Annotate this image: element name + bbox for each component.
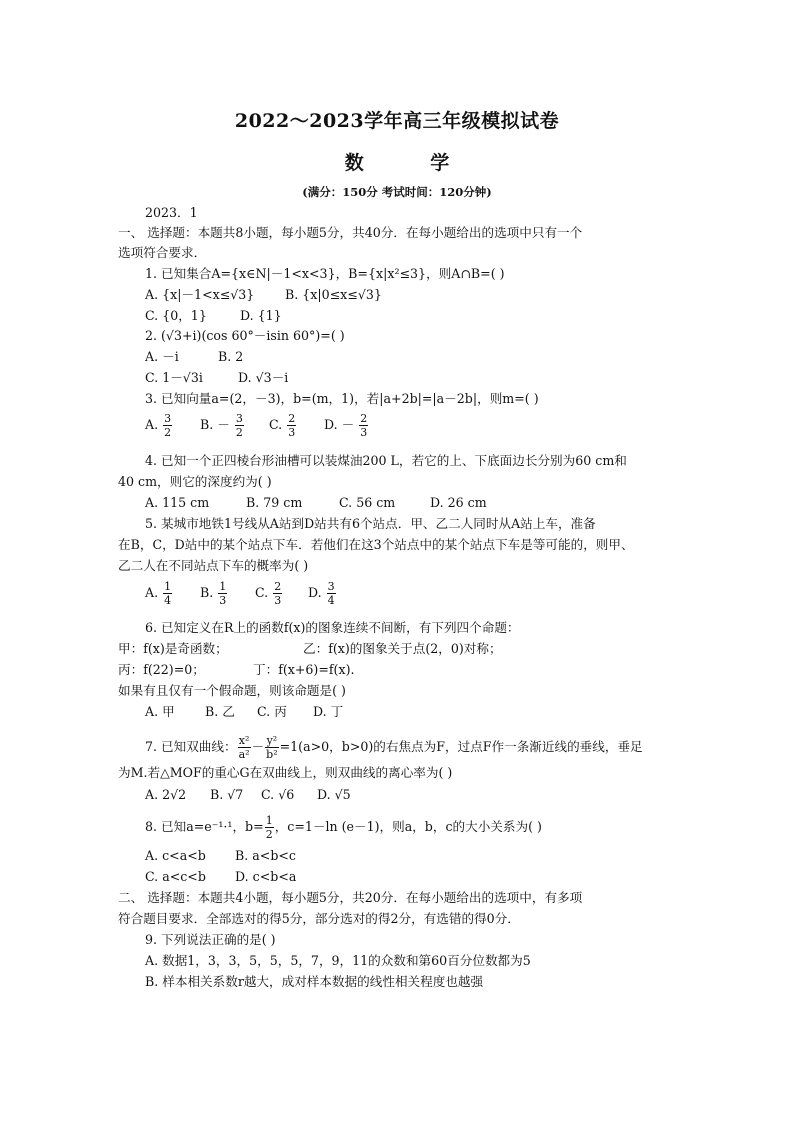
q5-option-b-label: B. [200,585,214,600]
q5-option-c-label: C. [255,585,269,600]
exam-title: 2022～2023学年高三年级模拟试卷 [234,110,560,132]
q9-stem: 9. 下列说法正确的是( ) [145,932,276,947]
fraction-denominator: 2 [164,426,172,439]
q6-proposition-jia: 甲：f(x)是奇函数； [118,641,228,656]
q5-option-a [145,580,173,607]
q1-option-c: C. {0，1} [145,308,207,323]
q4-option-a: A. 115 cm [145,495,210,510]
q9-option-b: B. 样本相关系数r越大，成对样本数据的线性相关程度也越强 [145,974,484,989]
q3-option-c-label: C. [269,417,283,432]
q3-option-b [200,412,245,439]
q2-option-a: A. －i [145,349,179,364]
q3-option-d-fraction [359,412,368,439]
fraction-numerator: 1 [219,580,227,593]
fraction-numerator: x² [238,734,250,747]
q8-options-cd [145,868,297,886]
exam-date: 2023．1 [145,205,198,220]
q9-option-a: A. 数据1，3，3，5，5，5，7，9，11的众数和第60百分位数都为5 [145,953,531,968]
fraction-denominator: 2 [265,828,273,841]
q7-stem-pre: 7. 已知双曲线： [145,739,237,754]
q5-option-b [200,580,228,607]
q7-stem-cont: 为M.若△MOF的重心G在双曲线上，则双曲线的离心率为( ) [118,765,453,780]
q7-fraction-x [238,734,251,761]
q2-option-d: D. √3－i [238,370,289,385]
q2-options-cd [145,369,289,387]
q5-option-d-fraction [327,580,336,607]
q4-options [145,494,487,512]
q5-option-a-fraction [163,580,172,607]
q7-option-a: A. 2√2 [145,787,187,802]
q2-stem: 2. (√3+i)(cos 60°－isin 60°)=( ) [145,328,345,343]
q7-minus: － [251,739,265,754]
q6-option-d: D. 丁 [313,704,344,719]
fraction-numerator: 3 [164,412,172,425]
q2-option-b: B. 2 [218,349,244,364]
section1-heading-cont: 选项符合要求． [118,245,207,260]
q1-stem: 1. 已知集合A={x∈N|－1<x<3}，B={x|x²≤3}，则A∩B=( ) [145,266,505,281]
q8-stem-pre: 8. 已知a=e⁻¹·¹，b= [145,819,264,834]
q2-options-ab [145,348,244,366]
q3-option-d-label: D. － [324,417,355,432]
q3-option-a-fraction [163,412,172,439]
q4-stem: 4. 已知一个正四棱台形油槽可以装煤油200 L，若它的上、下底面边长分别为60 cm和 [145,453,627,468]
q5-stem-cont2: 乙二人在不同站点下车的概率为( ) [118,558,309,573]
fraction-denominator: b² [266,748,278,761]
q6-proposition-ding: 丁：f(x+6)=f(x). [253,662,355,677]
q3-option-d [324,412,369,439]
q1-option-d: D. {1} [240,308,282,323]
q7-options [145,786,351,804]
subject-title: 数 学 [344,152,480,174]
q6-option-c: C. 丙 [257,704,287,719]
q8-option-b: B. a<b<c [235,848,296,863]
q6-proposition-yi: 乙：f(x)的图象关于点(2，0)对称； [303,641,502,656]
q5-option-c-fraction [273,580,282,607]
q4-option-d: D. 26 cm [430,495,487,510]
q7-stem [145,734,643,761]
q3-option-a-label: A. [145,417,159,432]
q6-question: 如果有且仅有一个假命题，则该命题是( ) [118,683,346,698]
fraction-denominator: 3 [219,594,227,607]
fraction-denominator: 3 [360,426,368,439]
fraction-denominator: 2 [235,426,243,439]
q3-option-b-fraction [235,412,244,439]
fraction-numerator: 2 [360,412,368,425]
q8-stem [145,814,542,841]
q1-option-a: A. {x|－1<x≤√3} [145,287,255,302]
q6-proposition-bing: 丙：f(22)=0； [118,662,205,677]
fraction-numerator: 1 [164,580,172,593]
q8-option-c: C. a<c<b [145,869,206,884]
q6-proposition-row2 [118,661,678,679]
q6-stem: 6. 已知定义在R上的函数f(x)的图象连续不间断，有下列四个命题： [145,620,520,635]
q3-option-a [145,412,173,439]
q5-option-d [308,580,337,607]
fraction-numerator: 3 [235,412,243,425]
fraction-numerator: 3 [327,580,335,593]
section2-heading: 二、 选择题：本题共4小题，每小题5分，共20分．在每小题给出的选项中，有多项 [118,890,583,905]
q7-fraction-y [265,734,278,761]
fraction-numerator: 2 [274,580,282,593]
q8-fraction-b [265,814,274,841]
section1-heading: 一、 选择题：本题共8小题，每小题5分，共40分．在每小题给出的选项中只有一个 [118,225,583,240]
q3-stem: 3. 已知向量a=(2，－3)，b=(m，1)，若|a+2b|=|a－2b|，则m=( ) [145,391,539,406]
q6-option-b: B. 乙 [205,704,235,719]
q8-option-a: A. c<a<b [145,848,206,863]
q8-option-d: D. c<b<a [235,869,297,884]
q7-option-c: C. √6 [261,787,295,802]
q5-option-a-label: A. [145,585,159,600]
q7-option-d: D. √5 [317,787,351,802]
q4-stem-cont: 40 cm，则它的深度约为( ) [118,474,272,489]
q6-proposition-row1 [118,640,678,658]
q4-option-c: C. 56 cm [339,495,396,510]
q3-option-c-fraction [287,412,296,439]
q5-option-d-label: D. [308,585,322,600]
q8-stem-post: ，c=1－ln (e－1)，则a，b，c的大小关系为( ) [274,819,542,834]
fraction-denominator: a² [238,748,250,761]
q3-options [145,412,368,439]
fraction-denominator: 3 [288,426,296,439]
q6-options [145,703,344,721]
q6-option-a: A. 甲 [145,704,175,719]
q7-stem-post: =1(a>0，b>0)的右焦点为F，过点F作一条渐近线的垂线，垂足 [279,739,643,754]
q8-options-ab [145,847,296,865]
fraction-denominator: 4 [327,594,335,607]
fraction-denominator: 4 [164,594,172,607]
q3-option-b-label: B. － [200,417,230,432]
q3-option-c [269,412,297,439]
q5-option-b-fraction [218,580,227,607]
q1-option-b: B. {x|0≤x≤√3} [285,287,382,302]
exam-info: (满分：150分 考试时间：120分钟) [302,185,492,199]
q4-option-b: B. 79 cm [246,495,303,510]
fraction-numerator: 2 [288,412,296,425]
q2-option-c: C. 1－√3i [145,370,203,385]
q5-option-c [255,580,283,607]
q1-options-ab [145,286,382,304]
q5-stem: 5. 某城市地铁1号线从A站到D站共有6个站点．甲、乙二人同时从A站上车，准备 [145,516,596,531]
fraction-numerator: 1 [265,814,273,827]
q5-stem-cont: 在B，C，D站中的某个站点下车．若他们在这3个站点中的某个站点下车是等可能的，则甲、 [118,537,634,552]
fraction-denominator: 3 [274,594,282,607]
section2-heading-cont: 符合题目要求．全部选对的得5分，部分选对的得2分，有选错的得0分． [118,911,520,926]
q1-options-cd [145,307,282,325]
q5-options [145,580,335,607]
fraction-numerator: y² [266,734,278,747]
q7-option-b: B. √7 [210,787,244,802]
